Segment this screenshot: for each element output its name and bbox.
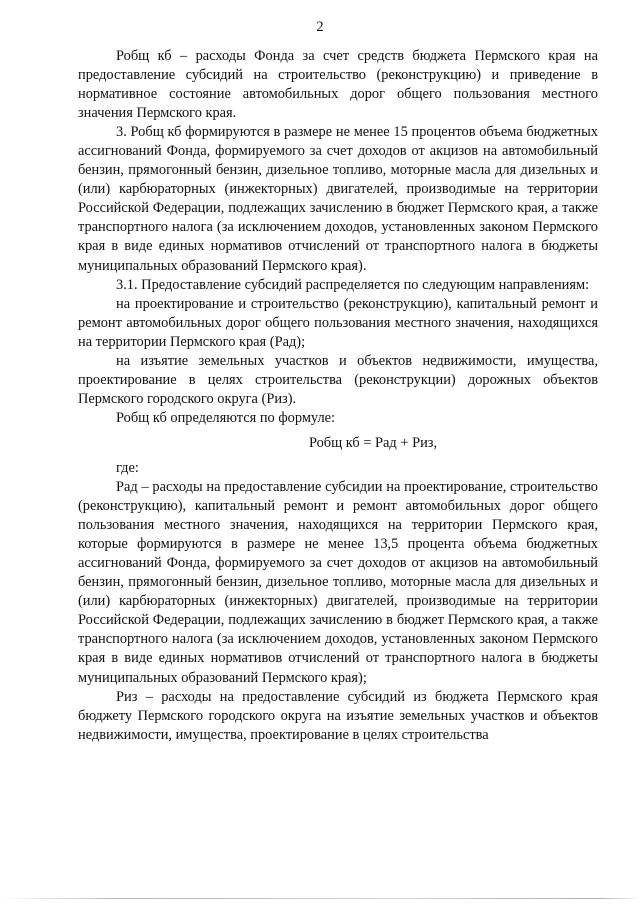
formula: Робщ кб = Рад + Риз, — [308, 434, 438, 451]
definition-rad: Рад – расходы на предоставление субсидии на проектирование, строительство (реконструкцию), капитальный ремонт и ремонт автомобильных дорог общего пользования местного значения, находящихся на территории Пермского края, которые формируются в размере не менее 13,5 процента объема бюджетных ассигнований Фонда, формируемого за счет доходов от акцизов на автомобильный бензин, прямогонный бензин, дизельное топливо, моторные масла для дизельных и (или) карбюраторных (инжекторных) двигателей, производимые на территории Российской Федерации, подлежащих зачислению в бюджет Пермского края, а также транспортного налога (за исключением доходов, установленных законом Пермского края в виде единых нормативов отчислений от транспортного налога в бюджеты муниципальных образований Пермского края); — [78, 479, 598, 686]
definition-riz: Риз – расходы на предоставление субсидий из бюджета Пермского края бюджету Пермского городского округа на изъятие земельных участков и объектов недвижимости, имущества, проектирование в целях строительства — [78, 688, 598, 743]
scan-edge-line — [0, 898, 640, 899]
where-label: где: — [116, 459, 139, 476]
page-number: 2 — [316, 19, 324, 35]
paragraph-direction-rad: на проектирование и строительство (реконструкцию), капитальный ремонт и ремонт автомобильных дорог общего пользования местного значения, находящихся на территории Пермского края (Рад); — [78, 295, 598, 350]
paragraph-robsch-definition: Робщ кб – расходы Фонда за счет средств бюджета Пермского края на предоставление субсидий на строительство (реконструкцию) и приведение в нормативное состояние автомобильных дорог общего пользования местного значения Пермского края. — [78, 48, 598, 122]
paragraph-direction-riz: на изъятие земельных участков и объектов недвижимости, имущества, проектирование в целях строительства (реконструкции) дорожных объектов Пермского городского округа (Риз). — [78, 352, 598, 407]
paragraph-item-3: 3. Робщ кб формируются в размере не менее 15 процентов объема бюджетных ассигнований Фонда, формируемого за счет доходов от акцизов на автомобильный бензин, прямогонный бензин, дизельное топливо, моторные масла для дизельных и (или) карбюраторных (инжекторных) двигателей, производимые на территории Российской Федерации, подлежащих зачислению в бюджет Пермского края, а также транспортного налога (за исключением доходов, установленных законом Пермского края в виде единых нормативов отчислений от транспортного налога в бюджеты муниципальных образований Пермского края). — [78, 124, 598, 274]
paragraph-formula-intro: Робщ кб определяются по формуле: — [116, 409, 336, 426]
document-body — [78, 47, 598, 745]
paragraph-item-3-1: 3.1. Предоставление субсидий распределяется по следующим направлениям: — [116, 276, 590, 293]
